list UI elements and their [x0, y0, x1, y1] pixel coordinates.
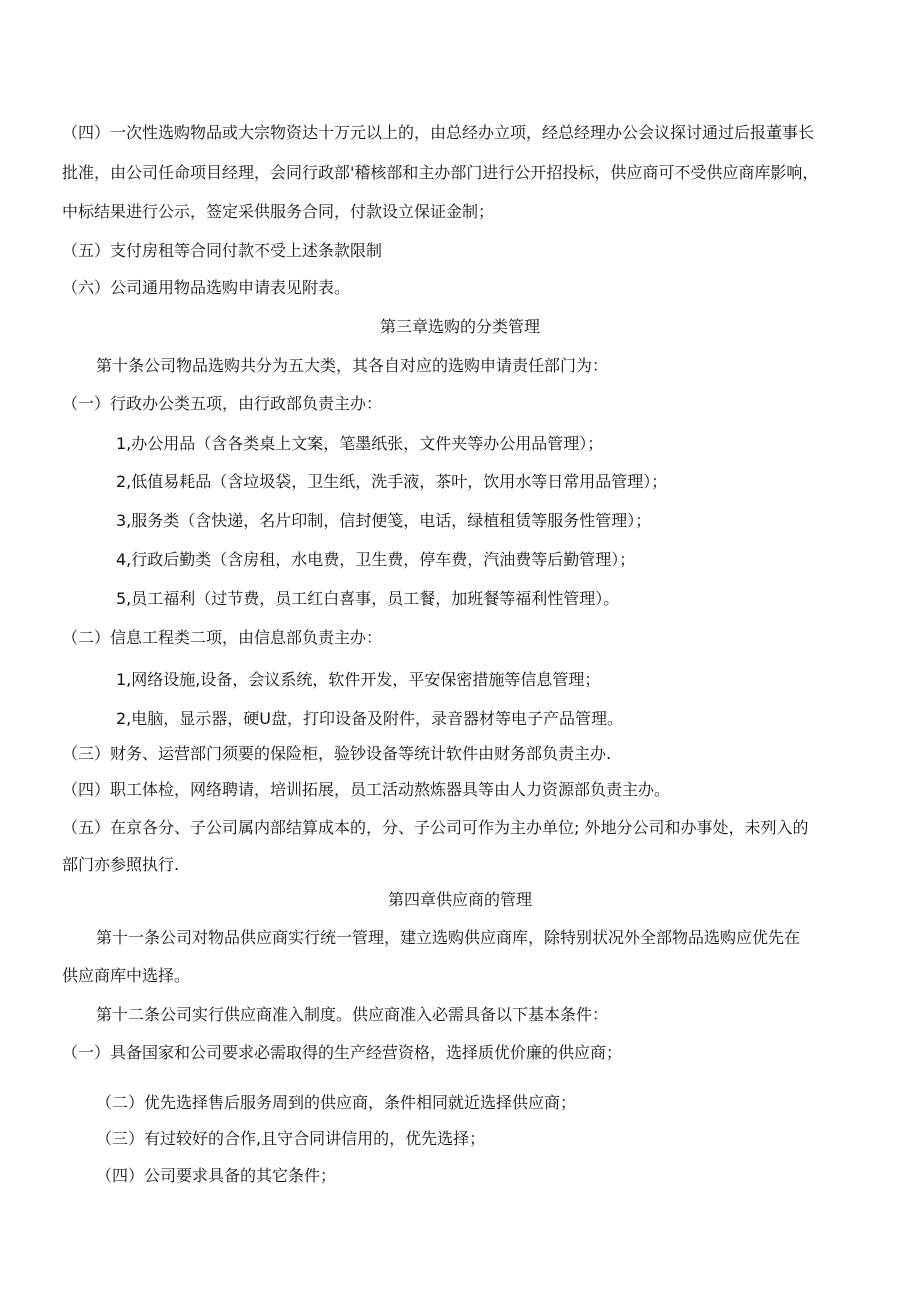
list-item: （三）有过较好的合作,且守合同讲信用的，优先选择；: [96, 1129, 486, 1148]
sub-list-item: 1,网络设施,设备，会议系统，软件开发，平安保密措施等信息管理；: [116, 670, 601, 689]
list-item: （四）公司要求具备的其它条件；: [96, 1166, 337, 1185]
list-item: （四）职工体检，网络聘请，培训拓展，员工活动熬炼器具等由人力资源部负责主办。: [62, 780, 671, 799]
list-item: （一）行政办公类五项，由行政部负责主办：: [62, 394, 383, 413]
article-line: 第十一条公司对物品供应商实行统一管理，建立选购供应商库，除特别状况外全部物品选购应优先在: [96, 928, 801, 947]
chapter-heading: 第三章选购的分类管理: [379, 317, 540, 336]
paragraph-line: 批准，由公司任命项目经理，会同行政部'稽核部和主办部门进行公开招投标，供应商可不受供应商库影响，: [62, 163, 819, 182]
paragraph-line: （六）公司通用物品选购申请表见附表。: [62, 278, 351, 297]
article-line: 第十条公司物品选购共分为五大类，其各自对应的选购申请责任部门为：: [96, 356, 609, 375]
sub-list-item: 1,办公用品（含各类桌上文案，笔墨纸张，文件夹等办公用品管理）；: [116, 434, 604, 453]
sub-list-item: 4,行政后勤类（含房租，水电费，卫生费，停车费，汽油费等后勤管理）；: [116, 550, 636, 569]
paragraph-line: 中标结果进行公示，签定采供服务合同，付款设立保证金制；: [62, 202, 495, 221]
paragraph-line: 部门亦参照执行.: [62, 855, 180, 874]
list-item: （五）在京各分、子公司属内部结算成本的，分、子公司可作为主办单位; 外地分公司和办事处，未列入的: [62, 818, 809, 837]
list-item: （二）信息工程类二项，由信息部负责主办：: [62, 628, 383, 647]
article-line: 第十二条公司实行供应商准入制度。供应商准入必需具备以下基本条件：: [96, 1005, 609, 1024]
paragraph-line: （四）一次性选购物品或大宗物资达十万元以上的，由总经办立项，经总经理办公会议探讨通过后报董事长: [62, 123, 815, 142]
paragraph-line: （五）支付房租等合同付款不受上述条款限制: [62, 241, 383, 260]
chapter-heading: 第四章供应商的管理: [387, 890, 532, 909]
sub-list-item: 3,服务类（含快递，名片印制，信封便笺，电话，绿植租赁等服务性管理）；: [116, 511, 652, 530]
list-item: （二）优先选择售后服务周到的供应商，条件相同就近选择供应商；: [96, 1093, 577, 1112]
paragraph-line: 供应商库中选择。: [62, 966, 191, 985]
sub-list-item: 2,低值易耗品（含垃圾袋，卫生纸，洗手液，茶叶，饮用水等日常用品管理）；: [116, 472, 668, 491]
sub-list-item: 5,员工福利（过节费，员工红白喜事，员工餐，加班餐等福利性管理）。: [116, 589, 620, 608]
list-item: （一）具备国家和公司要求必需取得的生产经营资格，选择质优价廉的供应商；: [62, 1043, 623, 1062]
list-item: （三）财务、运营部门须要的保险柜，验钞设备等统计软件由财务部负责主办.: [62, 744, 612, 763]
sub-list-item: 2,电脑，显示器，硬U盘，打印设备及附件，录音器材等电子产品管理。: [116, 709, 623, 728]
